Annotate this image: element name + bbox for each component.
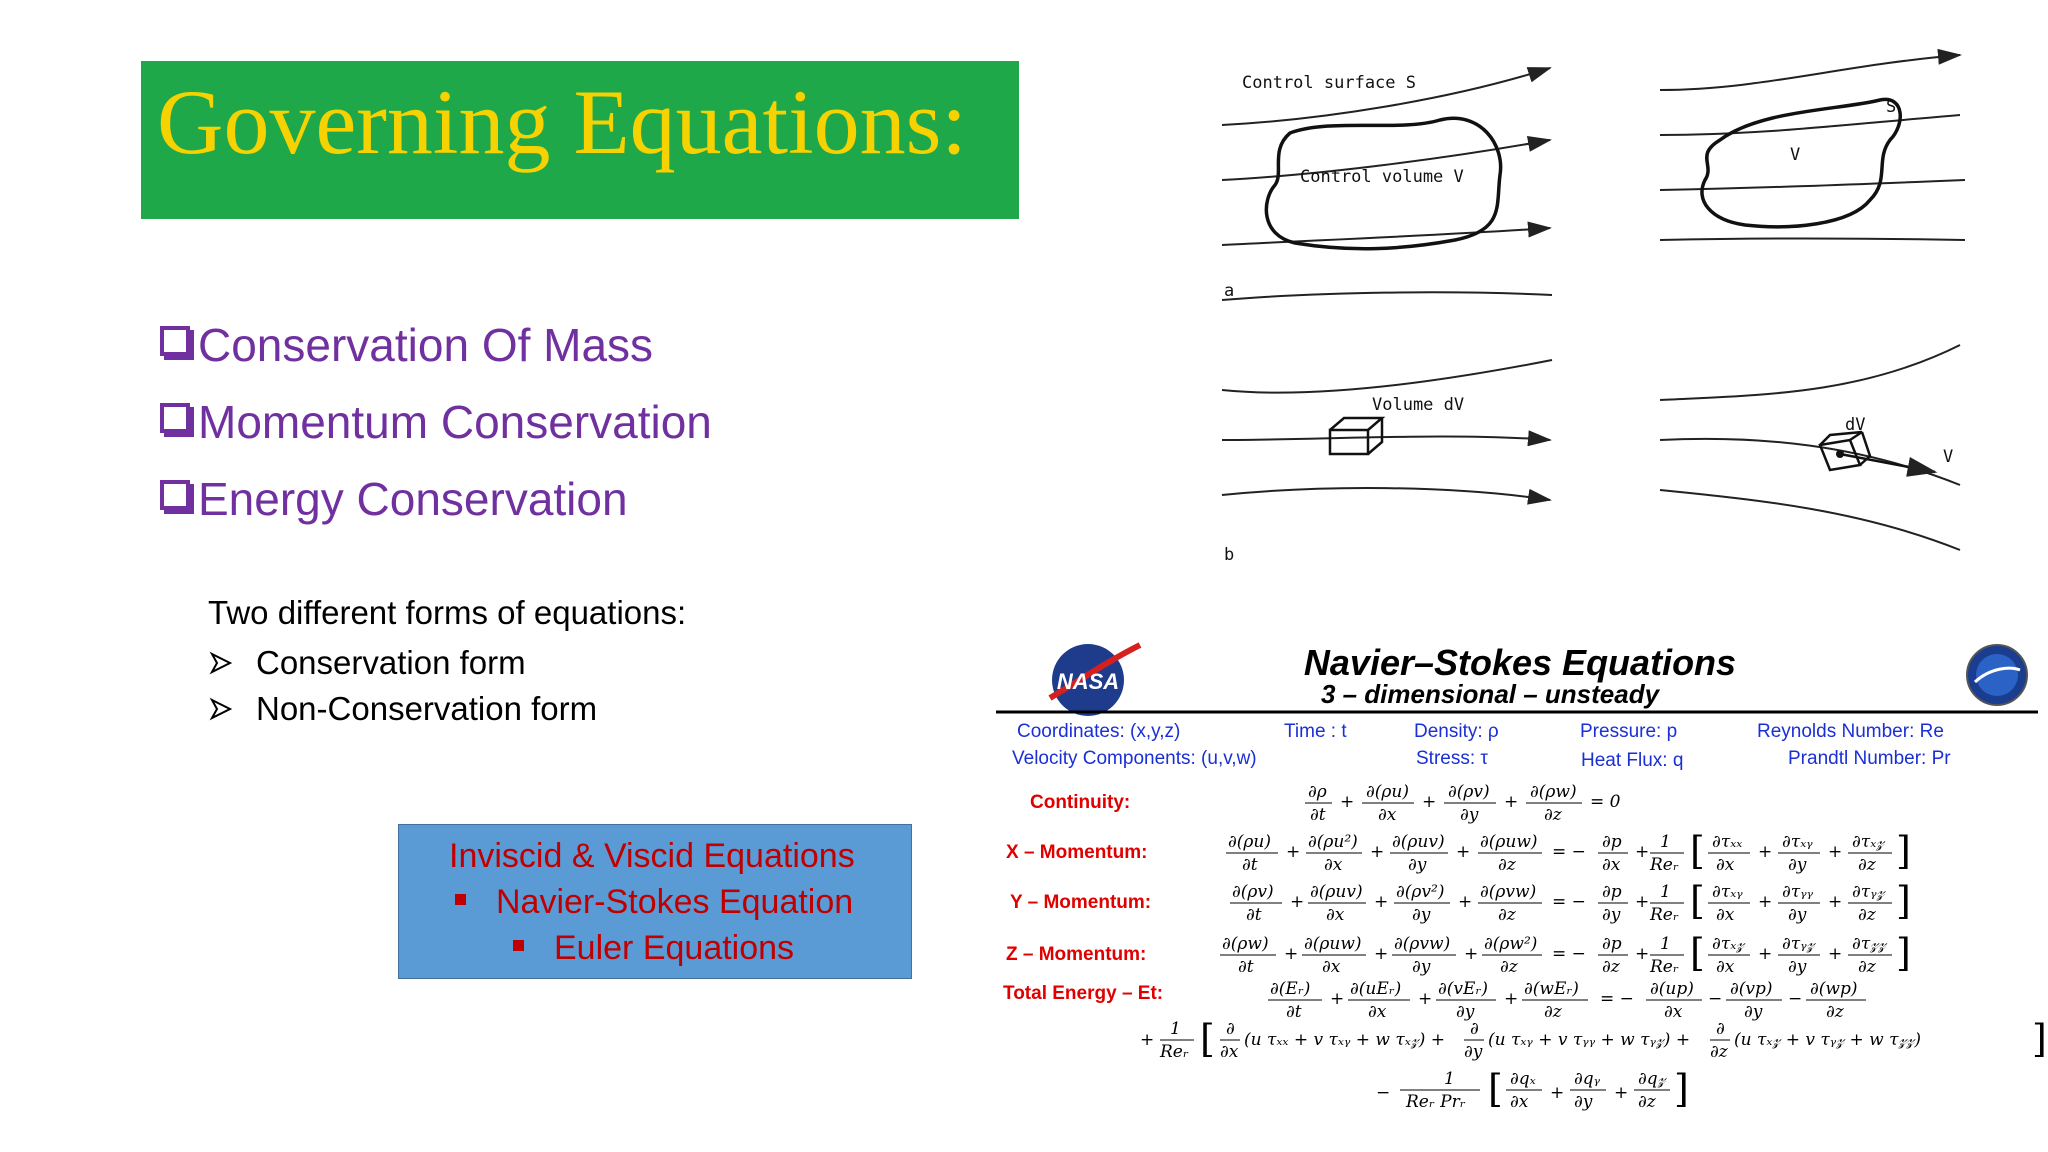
bullet-energy-conservation [160, 460, 712, 537]
svg-text:∂(ρw): ∂(ρw) [1530, 782, 1577, 802]
svg-text:1: 1 [1444, 1069, 1455, 1089]
svg-text:∂τₓᵧ: ∂τₓᵧ [1782, 832, 1813, 852]
svg-text:+: + [1635, 944, 1650, 964]
box-item-text: Navier-Stokes Equation [496, 883, 854, 921]
svg-text:= −: = − [1552, 944, 1586, 964]
volume-dv-label: Volume dV [1372, 395, 1465, 415]
square-bullet-icon [513, 940, 524, 951]
equation-forms [208, 594, 686, 732]
def-stress: Stress: τ [1416, 748, 1488, 769]
svg-text:∂p: ∂p [1602, 934, 1622, 954]
svg-text:(u τₓ𝓏 + v τᵧ𝓏 + w τ𝓏𝓏): (u τₓ𝓏 + v τᵧ𝓏 + w τ𝓏𝓏) [1734, 1030, 1921, 1050]
svg-text:∂z: ∂z [1710, 1042, 1728, 1062]
svg-text:−: − [1376, 1083, 1391, 1103]
svg-text:∂(wp): ∂(wp) [1810, 979, 1858, 999]
svg-text:+: + [1635, 892, 1650, 912]
svg-text:+: + [1456, 842, 1471, 862]
def-reynolds: Reynolds Number: Re [1757, 721, 1944, 742]
svg-text:∂τₓₓ: ∂τₓₓ [1712, 832, 1743, 852]
svg-text:∂(vEᵣ): ∂(vEᵣ) [1438, 979, 1488, 999]
svg-text:∂x: ∂x [1716, 905, 1735, 925]
def-pressure: Pressure: p [1580, 721, 1678, 742]
svg-text:[: [ [1488, 1067, 1503, 1111]
svg-text:∂(ρw²): ∂(ρw²) [1484, 934, 1538, 954]
svg-text:∂y: ∂y [1456, 1002, 1475, 1022]
svg-text:∂p: ∂p [1602, 832, 1622, 852]
def-prandtl: Prandtl Number: Pr [1788, 748, 1951, 769]
svg-text:∂τₓ𝓏: ∂τₓ𝓏 [1712, 934, 1745, 954]
navier-stokes-equations-panel [990, 640, 2047, 1120]
form-item-text: Conservation form [256, 644, 526, 681]
svg-text:∂(ρuv): ∂(ρuv) [1392, 832, 1445, 852]
svg-text:∂(ρu): ∂(ρu) [1366, 782, 1409, 802]
svg-text:∂x: ∂x [1324, 855, 1343, 875]
svg-text:∂: ∂ [1716, 1019, 1725, 1039]
def-coordinates: Coordinates: (x,y,z) [1017, 721, 1181, 742]
svg-text:Reᵣ: Reᵣ [1160, 1042, 1189, 1062]
nasa-logo [1050, 644, 1140, 716]
ns-subtitle: 3 – dimensional – unsteady [1320, 679, 1660, 709]
svg-text:∂τₓᵧ: ∂τₓᵧ [1712, 882, 1743, 902]
svg-text:∂t: ∂t [1238, 957, 1254, 977]
box-item-text: Euler Equations [554, 929, 795, 967]
svg-text:= −: = − [1552, 892, 1586, 912]
svg-text:+: + [1374, 892, 1389, 912]
svg-text:+: + [1504, 792, 1519, 812]
svg-text:∂z: ∂z [1858, 905, 1876, 925]
svg-text:∂x: ∂x [1716, 855, 1735, 875]
svg-text:∂(ρvw): ∂(ρvw) [1394, 934, 1451, 954]
svg-text:]: ] [1896, 879, 1911, 923]
svg-text:∂(ρw): ∂(ρw) [1222, 934, 1269, 954]
svg-text:∂z: ∂z [1544, 805, 1562, 825]
svg-text:∂: ∂ [1470, 1019, 1479, 1039]
svg-text:Reᵣ: Reᵣ [1650, 957, 1679, 977]
svg-text:∂(Eᵣ): ∂(Eᵣ) [1270, 979, 1311, 999]
label-z-momentum: Z – Momentum: [1006, 944, 1147, 965]
svg-text:]: ] [1896, 931, 1911, 975]
svg-text:∂z: ∂z [1638, 1092, 1656, 1112]
streamlines-b [1222, 345, 1960, 550]
svg-text:Reᵣ: Reᵣ [1650, 855, 1679, 875]
svg-text:1: 1 [1660, 882, 1671, 902]
svg-text:∂x: ∂x [1510, 1092, 1529, 1112]
checkbox-bullet-icon [160, 326, 190, 356]
svg-text:∂t: ∂t [1310, 805, 1326, 825]
svg-text:+: + [1370, 842, 1385, 862]
svg-text:∂t: ∂t [1246, 905, 1262, 925]
form-item-non-conservation [210, 686, 686, 732]
svg-text:∂z: ∂z [1544, 1002, 1562, 1022]
svg-text:Reᵣ Prᵣ: Reᵣ Prᵣ [1406, 1092, 1466, 1112]
svg-text:∂x: ∂x [1326, 905, 1345, 925]
svg-text:[: [ [1200, 1017, 1215, 1061]
bullet-momentum-conservation [160, 383, 712, 460]
svg-text:∂z: ∂z [1498, 905, 1516, 925]
svg-text:∂y: ∂y [1788, 905, 1807, 925]
label-continuity: Continuity: [1030, 792, 1131, 813]
subfigure-b-label: b [1224, 545, 1235, 565]
svg-text:∂τᵧᵧ: ∂τᵧᵧ [1782, 882, 1813, 902]
svg-text:]: ] [1674, 1067, 1689, 1111]
svg-text:+: + [1828, 842, 1843, 862]
svg-text:−: − [1788, 989, 1803, 1009]
svg-text:+: + [1458, 892, 1473, 912]
svg-text:∂(wEᵣ): ∂(wEᵣ) [1524, 979, 1579, 999]
svg-text:[: [ [1690, 879, 1705, 923]
label-y-momentum: Y – Momentum: [1010, 892, 1152, 913]
svg-text:∂y: ∂y [1412, 957, 1431, 977]
velocity-label: V [1943, 447, 1954, 467]
bullet-text: Conservation Of Mass [198, 318, 654, 371]
svg-text:+: + [1758, 842, 1773, 862]
svg-text:+: + [1828, 892, 1843, 912]
subfigure-a-label: a [1224, 281, 1235, 301]
svg-text:∂(ρuv): ∂(ρuv) [1310, 882, 1363, 902]
svg-text:∂(ρvw): ∂(ρvw) [1480, 882, 1537, 902]
svg-text:+: + [1828, 944, 1843, 964]
control-volume-diagram [1200, 40, 2000, 580]
control-volume-shape-right [1702, 99, 1900, 226]
svg-text:∂x: ∂x [1378, 805, 1397, 825]
svg-text:+: + [1614, 1083, 1629, 1103]
svg-text:∂(ρu²): ∂(ρu²) [1308, 832, 1358, 852]
def-heat-flux: Heat Flux: q [1581, 750, 1684, 771]
svg-text:+: + [1374, 944, 1389, 964]
svg-text:∂q𝓏: ∂q𝓏 [1638, 1069, 1666, 1089]
svg-text:∂z: ∂z [1826, 1002, 1844, 1022]
svg-text:∂(uEᵣ): ∂(uEᵣ) [1350, 979, 1402, 999]
svg-text:(u τₓₓ + v τₓᵧ + w τₓ𝓏) +: (u τₓₓ + v τₓᵧ + w τₓ𝓏) + [1244, 1030, 1445, 1050]
svg-text:∂x: ∂x [1322, 957, 1341, 977]
svg-text:∂τᵧ𝓏: ∂τᵧ𝓏 [1782, 934, 1815, 954]
svg-text:∂y: ∂y [1412, 905, 1431, 925]
arrow-bullet-icon [210, 652, 256, 674]
svg-text:∂x: ∂x [1664, 1002, 1683, 1022]
def-density: Density: ρ [1414, 721, 1499, 742]
svg-text:∂y: ∂y [1408, 855, 1427, 875]
svg-text:∂x: ∂x [1220, 1042, 1239, 1062]
svg-text:∂(ρuw): ∂(ρuw) [1480, 832, 1538, 852]
svg-text:∂y: ∂y [1788, 957, 1807, 977]
svg-text:∂x: ∂x [1368, 1002, 1387, 1022]
svg-text:∂t: ∂t [1286, 1002, 1302, 1022]
forms-heading: Two different forms of equations: [208, 594, 687, 631]
box-item-navier-stokes [455, 883, 853, 922]
svg-text:∂y: ∂y [1788, 855, 1807, 875]
svg-text:+: + [1140, 1030, 1155, 1050]
svg-text:+: + [1550, 1083, 1565, 1103]
svg-text:−: − [1708, 989, 1723, 1009]
bullet-text: Momentum Conservation [198, 395, 712, 448]
svg-text:+: + [1464, 944, 1479, 964]
svg-text:∂(vp): ∂(vp) [1730, 979, 1773, 999]
svg-text:]: ] [2032, 1017, 2047, 1061]
def-velocity: Velocity Components: (u,v,w) [1012, 748, 1257, 769]
velocity-vector [1840, 454, 1935, 472]
svg-text:∂y: ∂y [1464, 1042, 1483, 1062]
svg-text:∂z: ∂z [1858, 855, 1876, 875]
square-bullet-icon [455, 894, 466, 905]
svg-text:+: + [1286, 842, 1301, 862]
box-heading: Inviscid & Viscid Equations [449, 837, 855, 875]
svg-text:∂y: ∂y [1460, 805, 1479, 825]
volume-element-cube [1330, 418, 1382, 454]
label-x-momentum: X – Momentum: [1006, 842, 1148, 863]
svg-text:(u τₓᵧ + v τᵧᵧ + w τᵧ𝓏) +: (u τₓᵧ + v τᵧᵧ + w τᵧ𝓏) + [1488, 1030, 1691, 1050]
svg-text:∂z: ∂z [1858, 957, 1876, 977]
concept-bullet-list [160, 306, 712, 537]
volume-v-label: V [1790, 145, 1801, 165]
svg-text:+: + [1418, 989, 1433, 1009]
ns-title: Navier–Stokes Equations [1303, 642, 1737, 683]
svg-text:∂τₓ𝓏: ∂τₓ𝓏 [1852, 832, 1885, 852]
def-time: Time : t [1284, 721, 1347, 742]
svg-text:∂p: ∂p [1602, 882, 1622, 902]
svg-text:∂(ρu): ∂(ρu) [1228, 832, 1271, 852]
svg-text:∂qᵧ: ∂qᵧ [1574, 1069, 1601, 1089]
svg-text:1: 1 [1660, 934, 1671, 954]
svg-text:∂τ𝓏𝓏: ∂τ𝓏𝓏 [1852, 934, 1887, 954]
form-item-text: Non-Conservation form [256, 690, 598, 727]
nasa-logo-text: NASA [1056, 669, 1120, 694]
svg-text:∂: ∂ [1226, 1019, 1235, 1039]
svg-text:= 0: = 0 [1590, 792, 1621, 812]
svg-text:+: + [1330, 989, 1345, 1009]
svg-text:= −: = − [1552, 842, 1586, 862]
svg-text:1: 1 [1170, 1019, 1181, 1039]
svg-text:+: + [1422, 792, 1437, 812]
dv-label: dV [1845, 415, 1866, 435]
svg-text:∂(ρv): ∂(ρv) [1232, 882, 1274, 902]
svg-text:∂(ρuw): ∂(ρuw) [1304, 934, 1362, 954]
svg-text:+: + [1635, 842, 1650, 862]
svg-text:∂y: ∂y [1744, 1002, 1763, 1022]
checkbox-bullet-icon [160, 403, 190, 433]
svg-text:∂qₓ: ∂qₓ [1510, 1069, 1536, 1089]
svg-text:∂z: ∂z [1602, 957, 1620, 977]
checkbox-bullet-icon [160, 480, 190, 510]
glenn-emblem-logo [1967, 645, 2027, 705]
slide-title: Governing Equations: [157, 71, 967, 173]
svg-text:∂x: ∂x [1602, 855, 1621, 875]
svg-text:∂(up): ∂(up) [1650, 979, 1694, 999]
svg-text:+: + [1758, 944, 1773, 964]
svg-text:1: 1 [1660, 832, 1671, 852]
svg-text:∂y: ∂y [1602, 905, 1621, 925]
svg-text:∂z: ∂z [1498, 855, 1516, 875]
svg-text:Reᵣ: Reᵣ [1650, 905, 1679, 925]
svg-text:∂τᵧ𝓏: ∂τᵧ𝓏 [1852, 882, 1885, 902]
title-banner [141, 61, 1019, 219]
svg-text:∂t: ∂t [1242, 855, 1258, 875]
svg-text:∂ρ: ∂ρ [1308, 782, 1327, 802]
svg-text:∂y: ∂y [1574, 1092, 1593, 1112]
svg-text:+: + [1504, 989, 1519, 1009]
svg-text:∂(ρv): ∂(ρv) [1448, 782, 1490, 802]
svg-text:+: + [1758, 892, 1773, 912]
svg-text:[: [ [1690, 931, 1705, 975]
bullet-text: Energy Conservation [198, 472, 628, 525]
arrow-bullet-icon [210, 698, 256, 720]
label-total-energy: Total Energy – Et: [1003, 983, 1164, 1004]
surface-s-label: S [1886, 97, 1897, 117]
svg-text:]: ] [1896, 829, 1911, 873]
svg-text:[: [ [1690, 829, 1705, 873]
svg-text:∂(ρv²): ∂(ρv²) [1396, 882, 1445, 902]
svg-text:∂x: ∂x [1716, 957, 1735, 977]
svg-text:+: + [1284, 944, 1299, 964]
box-item-euler [513, 929, 794, 968]
svg-text:∂z: ∂z [1500, 957, 1518, 977]
form-item-conservation [210, 640, 686, 686]
svg-text:+: + [1290, 892, 1305, 912]
control-volume-label: Control volume V [1300, 167, 1464, 187]
control-surface-label: Control surface S [1242, 73, 1416, 93]
svg-text:+: + [1340, 792, 1355, 812]
svg-text:= −: = − [1600, 989, 1634, 1009]
bullet-conservation-of-mass [160, 306, 712, 383]
equations-artwork [1140, 782, 2047, 1112]
equations-info-box [398, 824, 912, 979]
